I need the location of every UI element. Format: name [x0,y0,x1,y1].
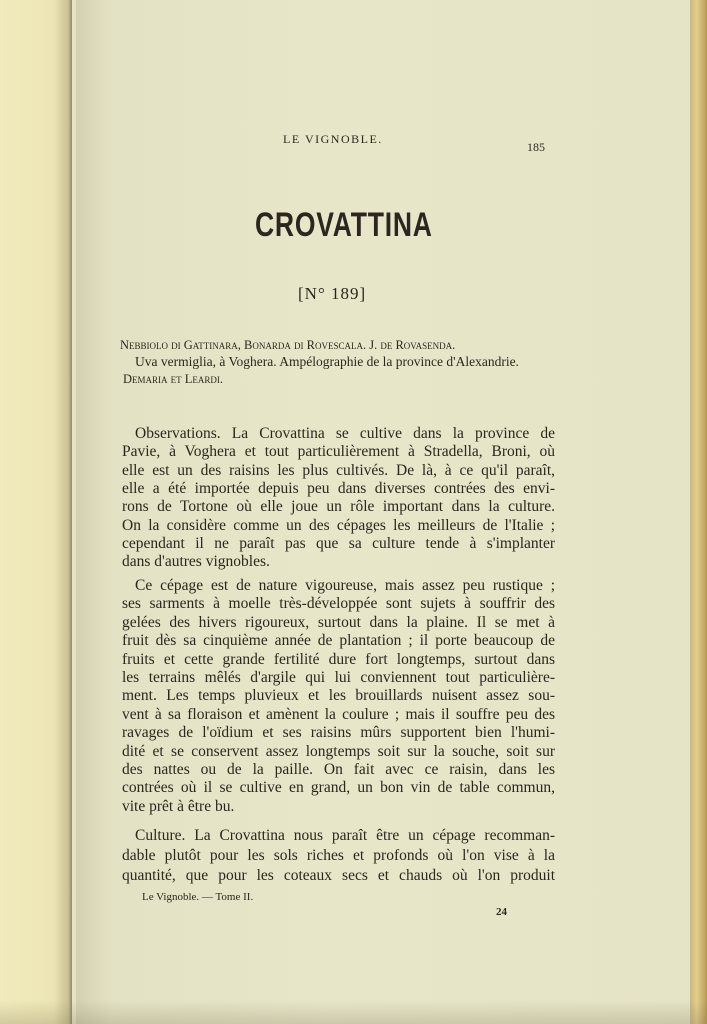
synonym-line: Demaria et Leardi. [123,372,224,386]
running-title: LE VIGNOBLE. [283,132,383,146]
synonym-line: Nebbiolo di Gattinara, Bonarda di Rovescala. J. de Rovasenda. [120,338,456,352]
text-line: dable plutôt pour les sols riches et profonds où l'on vise à la [122,847,555,864]
volume-footer: Le Vignoble. — Tome II. [142,891,254,903]
text-line: ses sarments à moelle très-développée sont sujets à souffrir des [122,595,555,613]
text-line: contrées où il se cultive en grand, un bon vin de table commun, [122,779,555,797]
text-line: On la considère comme un des cépages les meilleurs de l'Italie ; [122,516,555,534]
text-line: elle a été importée depuis peu dans diverses contrées des envi- [122,479,555,497]
text-line: quantité, que pour les coteaux secs et chauds où l'on produit [122,867,555,884]
text-line: Pavie, à Voghera et tout particulièrement à Stradella, Broni, où [122,443,555,461]
text-line: vent à sa floraison et amènent la coulure ; mais il souffre peu des [122,705,555,723]
text-line: les terrains mêlés d'argile qui lui conviennent tout particulière- [122,669,555,686]
text-line: Culture. La Crovattina nous paraît être un cépage recomman- [135,827,555,844]
synonym-line: Uva vermiglia, à Voghera. Ampélographie de la province d'Alexandrie. [135,354,519,369]
text-line: ravages de l'oïdium et ses raisins mûrs supportent bien l'humi- [122,724,555,742]
text-line: dans d'autres vignobles. [122,553,270,571]
text-line: elle est un des raisins les plus cultivés. De là, à ce qu'il paraît, [122,461,555,479]
page-title: CROVATTINA [255,206,433,244]
text-line: dité et se conservent assez longtemps soit sur la souche, soit sur [122,742,555,760]
text-line: vite prêt à être bu. [122,797,235,815]
text-line: Observations. La Crovattina se cultive dans la province de [135,425,555,442]
left-page-edge [0,0,72,1024]
text-line: rons de Tortone où elle joue un rôle important dans la culture. [122,498,555,516]
page-edge-gilt [690,0,707,1024]
page-number: 185 [527,140,545,154]
text-line: fruit dès sa cinquième année de plantation ; il porte beaucoup de [122,632,555,650]
text-line: ment. Les temps pluvieux et les brouillards nuisent assez sou- [122,687,555,705]
entry-number: [N° 189] [298,284,367,303]
text-line: Ce cépage est de nature vigoureuse, mais assez peu rustique ; [135,577,555,594]
text-line: gelées des hivers rigoureux, surtout dans la plaine. Il se met à [122,613,555,631]
signature-mark: 24 [496,906,507,918]
text-line: fruits et cette grande fertilité dure fort longtemps, surtout dans [122,650,555,668]
page-shadow [0,1000,707,1024]
text-line: cependant il ne paraît pas que sa culture tende à s'implanter [122,534,555,552]
text-line: des nattes ou de la paille. On fait avec ce raisin, dans les [122,761,555,778]
